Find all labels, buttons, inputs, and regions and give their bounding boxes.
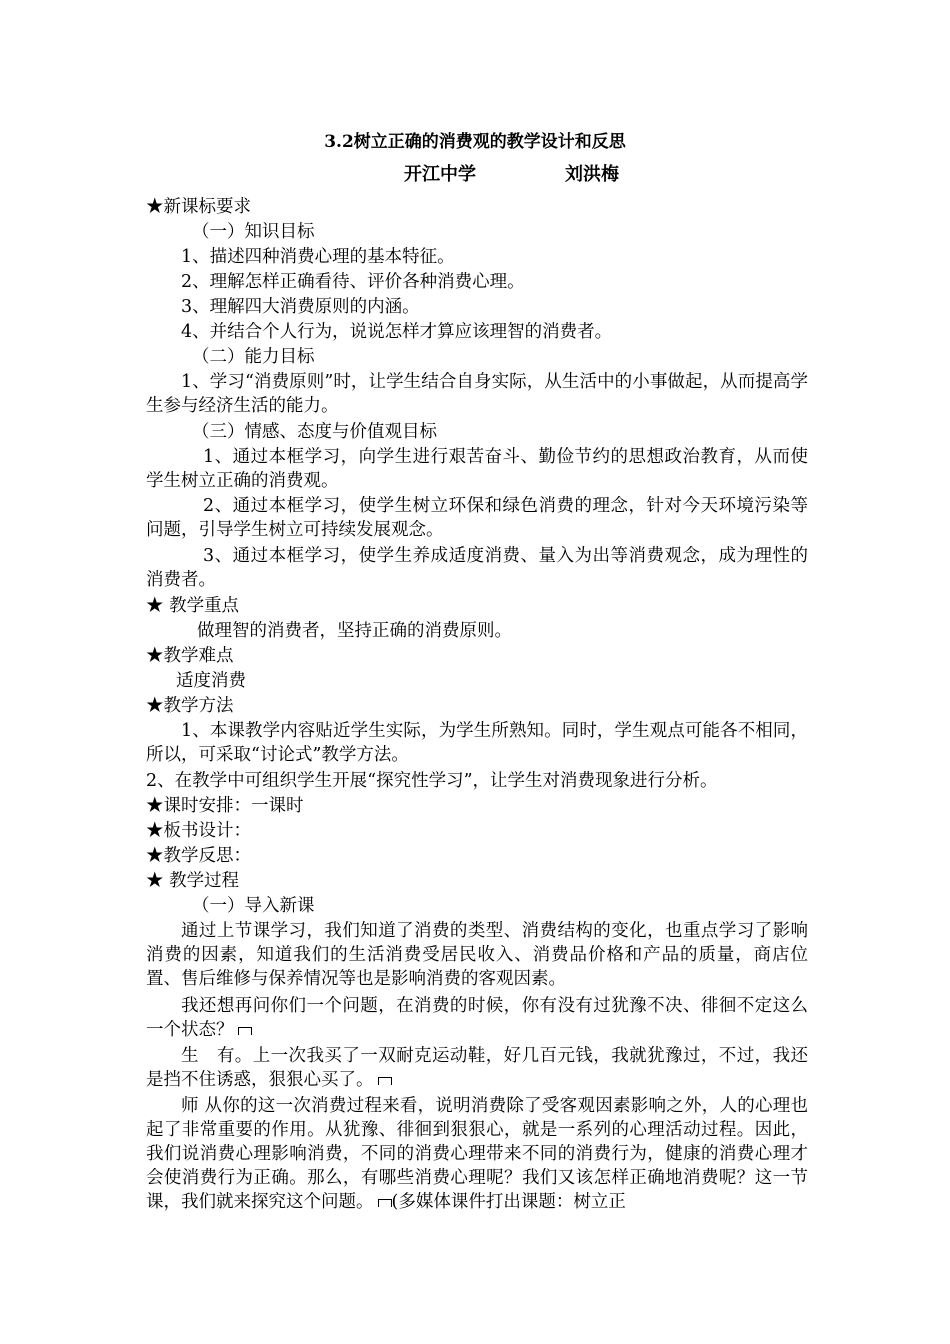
difficulty-text: 适度消费 (176, 671, 246, 691)
subheading-knowledge-goals: （一）知识目标 (192, 222, 315, 242)
section-heading-reflection: ★教学反思： (146, 846, 251, 866)
edit-mark-icon (378, 1077, 392, 1085)
section-heading-difficulty: ★教学难点 (146, 646, 234, 666)
teacher-response-text: 师 从你的这一次消费过程来看，说明消费除了受客观因素影响之外，人的心理也起了非常重要的作用。从犹豫、徘徊到狠狠心，就是一系列的心理活动过程。因此，我们说消费心理影响消费，不同的消费心理带来不同的消费行为，健康的消费心理才会使消费行为正确。那么，有哪些消费心理呢？我们又该怎样正确地消费呢？这一节课，我们就来探究这个问题。 (146, 1096, 808, 1212)
subheading-introduction: （一）导入新课 (192, 896, 315, 916)
document-title: 3.2树立正确的消费观的教学设计和反思 (324, 132, 626, 152)
teacher-response (146, 1094, 808, 1214)
knowledge-goal-2: 2、理解怎样正确看待、评价各种消费心理。 (181, 272, 525, 292)
section-heading-schedule: ★课时安排：一课时 (146, 796, 304, 816)
knowledge-goal-3: 3、理解四大消费原则的内涵。 (181, 297, 420, 317)
key-points-text: 做理智的消费者，坚持正确的消费原则。 (197, 621, 512, 641)
school-name: 开江中学 (404, 164, 476, 185)
section-heading-key-points: ★ 教学重点 (146, 596, 240, 616)
knowledge-goal-1: 1、描述四种消费心理的基本特征。 (181, 247, 455, 267)
edit-mark-icon (238, 1027, 252, 1035)
method-2: 2、在教学中可组织学生开展“探究性学习”，让学生对消费现象进行分析。 (146, 771, 718, 791)
section-heading-board-design: ★板书设计： (146, 821, 251, 841)
section-heading-process: ★ 教学过程 (146, 871, 240, 891)
section-heading-methods: ★教学方法 (146, 696, 234, 716)
section-heading-standards: ★新课标要求 (146, 197, 251, 217)
edit-mark-icon (378, 1199, 392, 1207)
intro-paragraph-2-text: 我还想再问你们一个问题，在消费的时候，你有没有过犹豫不决、徘徊不定这么一个状态？ (146, 996, 808, 1040)
ability-goal-1: 1、学习“消费原则”时，让学生结合自身实际，从生活中的小事做起，从而提高学生参与经济生活的能力。 (146, 372, 808, 416)
emotion-goal-2: 2、通过本框学习，使学生树立环保和绿色消费的理念，针对今天环境污染等问题，引导学生树立可持续发展观念。 (146, 496, 808, 540)
teacher-response-continued: (多媒体课件打出课题：树立正 (391, 1192, 626, 1212)
subheading-emotion-goals: （三）情感、态度与价值观目标 (192, 422, 437, 442)
subheading-ability-goals: （二）能力目标 (192, 347, 315, 367)
emotion-goal-1: 1、通过本框学习，向学生进行艰苦奋斗、勤俭节约的思想政治教育，从而使学生树立正确的消费观。 (146, 447, 808, 491)
author-name: 刘洪梅 (565, 164, 619, 185)
knowledge-goal-4: 4、并结合个人行为，说说怎样才算应该理智的消费者。 (181, 322, 613, 342)
intro-paragraph-1: 通过上节课学习，我们知道了消费的类型、消费结构的变化，也重点学习了影响消费的因素，知道我们的生活消费受居民收入、消费品价格和产品的质量，商店位置、售后维修与保养情况等也是影响消费的客观因素。 (146, 921, 808, 989)
method-1: 1、本课教学内容贴近学生实际，为学生所熟知。同时，学生观点可能各不相同，所以，可采取“讨论式”教学方法。 (146, 721, 808, 765)
intro-paragraph-2 (146, 994, 808, 1042)
emotion-goal-3: 3、通过本框学习，使学生养成适度消费、量入为出等消费观念，成为理性的消费者。 (146, 546, 808, 590)
student-response-text: 生 有。上一次我买了一双耐克运动鞋，好几百元钱，我就犹豫过，不过，我还是挡不住诱惑，狠狠心买了。 (146, 1046, 808, 1090)
student-response (146, 1044, 808, 1092)
